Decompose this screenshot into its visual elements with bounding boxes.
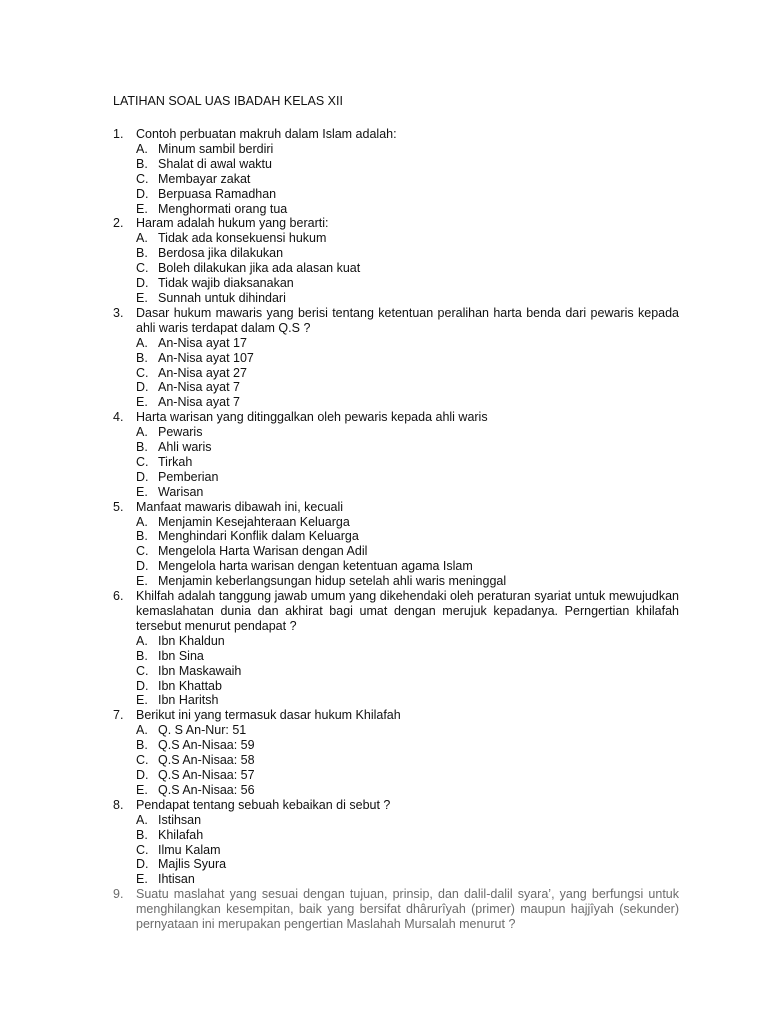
question-text: Manfaat mawaris dibawah ini, kecuali — [136, 499, 344, 514]
option-letter: B. — [136, 648, 148, 663]
option-letter: B. — [136, 350, 148, 365]
answer-option — [136, 470, 679, 485]
answer-option — [136, 440, 679, 455]
option-text: An-Nisa ayat 27 — [158, 365, 247, 380]
option-text: Menjamin Kesejahteraan Keluarga — [158, 514, 350, 529]
question-item — [113, 589, 679, 708]
answer-option — [136, 828, 679, 843]
option-text: Q.S An-Nisaa: 56 — [158, 782, 255, 797]
option-letter: A. — [136, 812, 148, 827]
option-letter: E. — [136, 693, 148, 708]
question-number: 9. — [113, 887, 124, 902]
question-item — [113, 708, 679, 797]
option-text: Q.S An-Nisaa: 57 — [158, 767, 255, 782]
answer-option — [136, 664, 679, 679]
option-text: Q.S An-Nisaa: 59 — [158, 738, 255, 753]
option-text: An-Nisa ayat 7 — [158, 380, 240, 395]
option-letter: A. — [136, 335, 148, 350]
option-letter: E. — [136, 290, 148, 305]
option-letter: C. — [136, 544, 149, 559]
option-letter: D. — [136, 857, 149, 872]
option-text: Pemberian — [158, 469, 219, 484]
option-letter: E. — [136, 574, 148, 589]
option-text: Majlis Syura — [158, 857, 227, 872]
option-list — [136, 634, 679, 709]
document-title: LATIHAN SOAL UAS IBADAH KELAS XII — [113, 94, 343, 108]
option-text: Membayar zakat — [158, 171, 251, 186]
option-letter: E. — [136, 872, 148, 887]
question-item — [113, 306, 679, 410]
option-text: Ibn Khattab — [158, 678, 222, 693]
option-list — [136, 336, 679, 411]
question-text: Harta warisan yang ditinggalkan oleh pewaris kepada ahli waris — [136, 410, 488, 425]
answer-option — [136, 515, 679, 530]
option-text: Berdosa jika dilakukan — [158, 246, 284, 261]
option-letter: E. — [136, 395, 148, 410]
option-text: Q. S An-Nur: 51 — [158, 723, 247, 738]
question-item — [113, 127, 679, 216]
answer-option — [136, 783, 679, 798]
option-text: Q.S An-Nisaa: 58 — [158, 753, 255, 768]
option-letter: D. — [136, 469, 149, 484]
option-text: Menghindari Konflik dalam Keluarga — [158, 529, 359, 544]
question-text: Pendapat tentang sebuah kebaikan di sebut ? — [136, 797, 391, 812]
answer-option — [136, 380, 679, 395]
answer-option — [136, 559, 679, 574]
answer-option — [136, 544, 679, 559]
option-text: Menjamin keberlangsungan hidup setelah ahli waris meninggal — [158, 574, 507, 589]
option-text: Sunnah untuk dihindari — [158, 290, 286, 305]
answer-option — [136, 753, 679, 768]
answer-option — [136, 187, 679, 202]
option-text: An-Nisa ayat 7 — [158, 395, 240, 410]
question-text: Suatu maslahat yang sesuai dengan tujuan, prinsip, dan dalil-dalil syara’, yang berfungsi untuk menghilangkan kesempitan, baik yang bersifat dhârurîyah (primer) maupun hajjîyah (sekunder) pernyataan ini merupakan pengertian Maslahah Mursalah menurut ? — [136, 887, 679, 932]
question-text: Khilfah adalah tanggung jawab umum yang dikehendaki oleh peraturan syariat untuk mewujudkan kemaslahatan dunia dan akhirat bagi umat dengan merujuk kepadanya. Perngertian khilafah tersebut menurut pendapat ? — [136, 589, 679, 633]
option-letter: B. — [136, 440, 148, 455]
option-text: Ilmu Kalam — [158, 842, 221, 857]
question-number: 5. — [113, 499, 124, 514]
answer-option — [136, 336, 679, 351]
question-number: 7. — [113, 708, 124, 723]
answer-option — [136, 679, 679, 694]
option-letter: B. — [136, 529, 148, 544]
option-list — [136, 813, 679, 888]
option-letter: C. — [136, 261, 149, 276]
option-letter: B. — [136, 738, 148, 753]
answer-option — [136, 172, 679, 187]
option-list — [136, 142, 679, 217]
option-text: Minum sambil berdiri — [158, 141, 274, 156]
question-number: 4. — [113, 410, 124, 425]
option-text: Mengelola Harta Warisan dengan Adil — [158, 544, 368, 559]
option-text: Ibn Sina — [158, 648, 204, 663]
answer-option — [136, 634, 679, 649]
question-text: Dasar hukum mawaris yang berisi tentang ketentuan peralihan harta benda dari pewaris kepada ahli waris terdapat dalam Q.S ? — [136, 305, 679, 335]
answer-option — [136, 843, 679, 858]
answer-option — [136, 142, 679, 157]
option-letter: D. — [136, 380, 149, 395]
option-letter: A. — [136, 141, 148, 156]
option-letter: E. — [136, 201, 148, 216]
option-letter: A. — [136, 723, 148, 738]
option-text: Khilafah — [158, 827, 204, 842]
option-letter: B. — [136, 246, 148, 261]
option-list — [136, 231, 679, 306]
option-text: Shalat di awal waktu — [158, 156, 272, 171]
answer-option — [136, 649, 679, 664]
question-number: 1. — [113, 127, 124, 141]
answer-option — [136, 261, 679, 276]
option-letter: E. — [136, 782, 148, 797]
question-number: 3. — [113, 305, 124, 320]
option-letter: C. — [136, 842, 149, 857]
answer-option — [136, 246, 679, 261]
option-text: An-Nisa ayat 17 — [158, 335, 247, 350]
option-text: Boleh dilakukan jika ada alasan kuat — [158, 261, 361, 276]
answer-option — [136, 529, 679, 544]
answer-option — [136, 485, 679, 500]
answer-option — [136, 351, 679, 366]
option-list — [136, 515, 679, 590]
answer-option — [136, 231, 679, 246]
option-text: Ibn Maskawaih — [158, 663, 242, 678]
option-text: Berpuasa Ramadhan — [158, 186, 277, 201]
option-list — [136, 425, 679, 500]
answer-option — [136, 276, 679, 291]
answer-option — [136, 395, 679, 410]
option-letter: B. — [136, 156, 148, 171]
question-number: 2. — [113, 216, 124, 231]
option-text: An-Nisa ayat 107 — [158, 350, 254, 365]
option-text: Tidak wajib diaksanakan — [158, 276, 294, 291]
answer-option — [136, 574, 679, 589]
answer-option — [136, 857, 679, 872]
option-letter: C. — [136, 663, 149, 678]
option-text: Mengelola harta warisan dengan ketentuan agama Islam — [158, 559, 473, 574]
question-item — [113, 500, 679, 589]
option-letter: A. — [136, 514, 148, 529]
answer-option — [136, 455, 679, 470]
option-letter: D. — [136, 767, 149, 782]
answer-option — [136, 813, 679, 828]
option-text: Warisan — [158, 484, 204, 499]
answer-option — [136, 768, 679, 783]
question-item — [113, 410, 679, 499]
option-letter: A. — [136, 425, 148, 440]
answer-option — [136, 738, 679, 753]
option-text: Tirkah — [158, 454, 193, 469]
option-letter: C. — [136, 753, 149, 768]
option-letter: C. — [136, 454, 149, 469]
question-text: Berikut ini yang termasuk dasar hukum Khilafah — [136, 708, 401, 723]
option-letter: D. — [136, 678, 149, 693]
option-letter: C. — [136, 171, 149, 186]
answer-option — [136, 723, 679, 738]
answer-option — [136, 291, 679, 306]
option-text: Pewaris — [158, 425, 203, 440]
answer-option — [136, 693, 679, 708]
option-letter: A. — [136, 231, 148, 246]
option-text: Ahli waris — [158, 440, 212, 455]
question-number: 8. — [113, 797, 124, 812]
answer-option — [136, 202, 679, 217]
answer-option — [136, 366, 679, 381]
option-text: Ihtisan — [158, 872, 195, 887]
answer-option — [136, 872, 679, 887]
option-text: Tidak ada konsekuensi hukum — [158, 231, 327, 246]
option-letter: C. — [136, 365, 149, 380]
option-letter: D. — [136, 186, 149, 201]
option-letter: B. — [136, 827, 148, 842]
question-item — [113, 798, 679, 887]
question-number: 6. — [113, 589, 124, 604]
answer-option — [136, 157, 679, 172]
option-letter: D. — [136, 559, 149, 574]
option-letter: D. — [136, 276, 149, 291]
answer-option — [136, 425, 679, 440]
option-text: Istihsan — [158, 812, 202, 827]
question-list — [113, 127, 679, 932]
option-text: Menghormati orang tua — [158, 201, 288, 216]
option-text: Ibn Khaldun — [158, 633, 225, 648]
option-letter: E. — [136, 484, 148, 499]
question-item — [113, 887, 679, 932]
option-letter: A. — [136, 633, 148, 648]
question-text: Haram adalah hukum yang berarti: — [136, 216, 329, 231]
question-text: Contoh perbuatan makruh dalam Islam adalah: — [136, 127, 397, 141]
option-list — [136, 723, 679, 798]
option-text: Ibn Haritsh — [158, 693, 219, 708]
question-item — [113, 216, 679, 305]
